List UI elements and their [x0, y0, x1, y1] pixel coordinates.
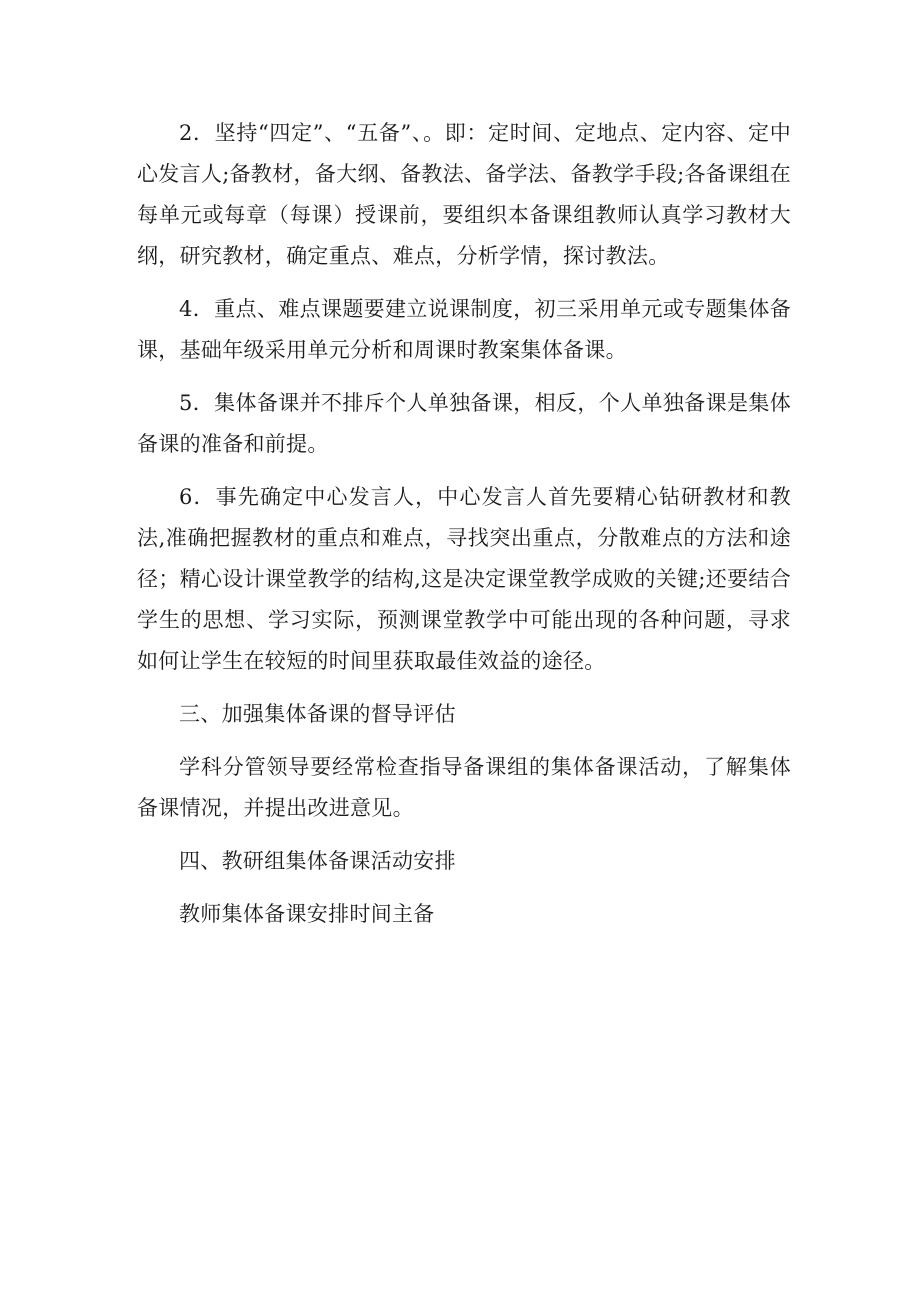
- section-heading-supervision: 三、加强集体备课的督导评估: [179, 702, 456, 726]
- section-body-supervision: 学科分管领导要经常检查指导备课组的集体备课活动，了解集体备课情况，并提出改进意见。: [137, 755, 791, 820]
- paragraph-item-6: 6．事先确定中心发言人，中心发言人首先要精心钻研教材和教法,准确把握教材的重点和难点，寻找突出重点，分散难点的方法和途径；精心设计课堂教学的结构,这是决定课堂教学成败的关键;还要结合学生的思想、学习实际，预测课堂教学中可能出现的各种问题，寻求如何让学生在较短的时间里获取最佳效益的途径。: [137, 485, 791, 673]
- section-body-activity-arrangement: 教师集体备课安排时间主备: [179, 902, 435, 926]
- paragraph-item-2: 2．坚持“四定”、“五备”、。即：定时间、定地点、定内容、定中心发言人;备教材，备大纲、备教法、备学法、备教学手段;各备课组在每单元或每章（每课）授课前，要组织本备课组教师认真学习教材大纲，研究教材，确定重点、难点，分析学情，探讨教法。: [137, 121, 791, 268]
- paragraph-item-5: 5．集体备课并不排斥个人单独备课，相反，个人单独备课是集体备课的准备和前提。: [137, 391, 791, 456]
- paragraph-item-4: 4．重点、难点课题要建立说课制度，初三采用单元或专题集体备课，基础年级采用单元分析和周课时教案集体备课。: [137, 297, 791, 362]
- document-body: [137, 113, 791, 947]
- section-heading-activity-arrangement: 四、教研组集体备课活动安排: [179, 849, 456, 873]
